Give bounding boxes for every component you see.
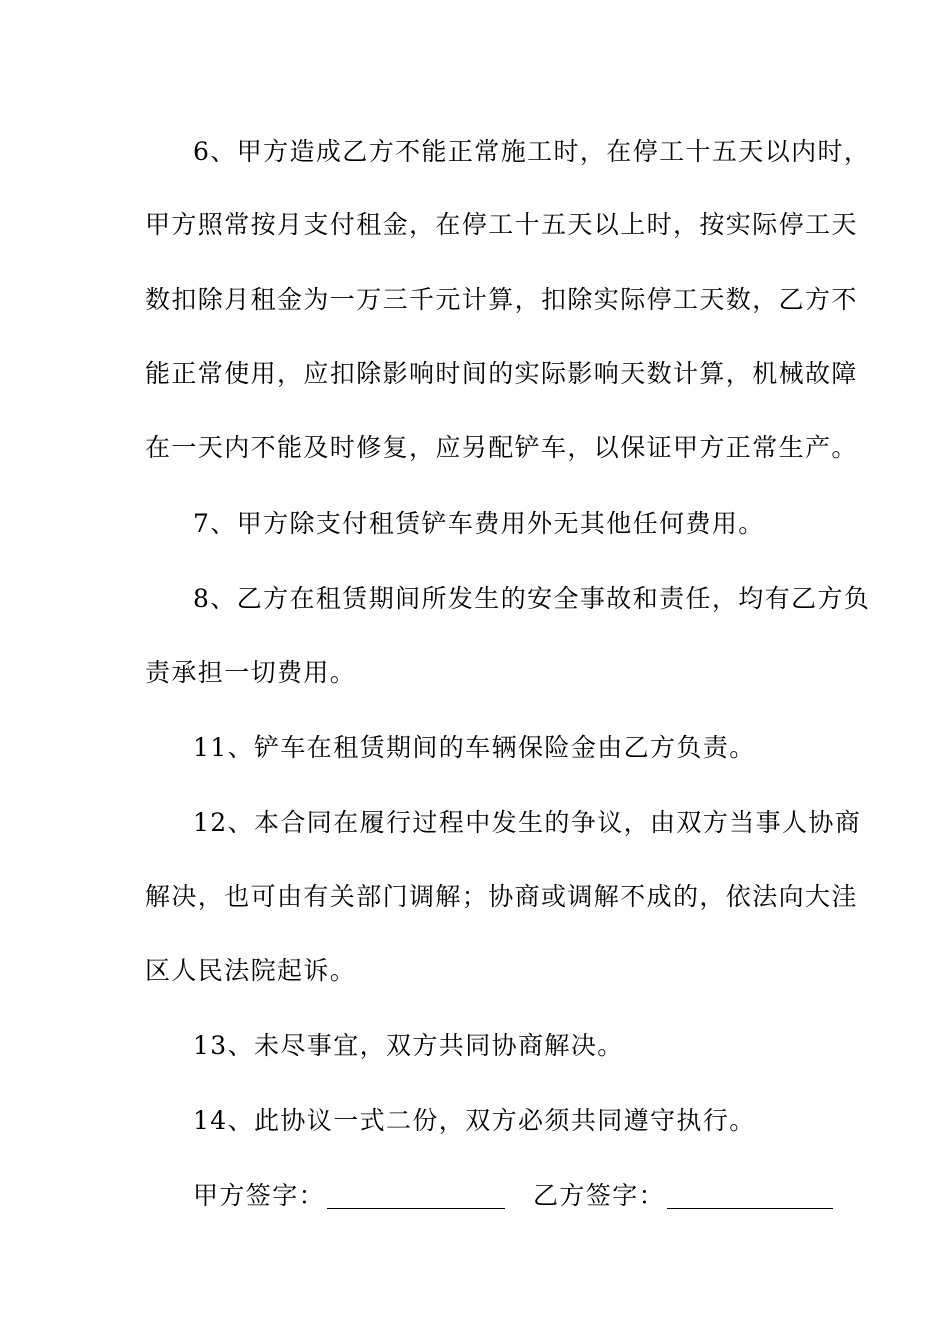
clause-8-line-2: 责承担一切费用。 bbox=[145, 658, 357, 687]
clause-12-line-2: 解决，也可由有关部门调解；协商或调解不成的，依法向大洼 bbox=[145, 882, 858, 911]
party-a-signature-label: 甲方签字： bbox=[193, 1181, 326, 1210]
clause-12-line-3: 区人民法院起诉。 bbox=[145, 956, 357, 985]
clause-7-line-1: 7、甲方除支付租赁铲车费用外无其他任何费用。 bbox=[193, 509, 765, 538]
clause-12-line-1: 12、本合同在履行过程中发生的争议，由双方当事人协商 bbox=[193, 808, 862, 837]
clause-13-line-1: 13、未尽事宜，双方共同协商解决。 bbox=[193, 1031, 624, 1060]
clause-6-line-5: 在一天内不能及时修复，应另配铲车，以保证甲方正常生产。 bbox=[145, 433, 858, 462]
party-b-signature-label: 乙方签字： bbox=[533, 1181, 666, 1210]
clause-6-line-2: 甲方照常按月支付租金，在停工十五天以上时，按实际停工天 bbox=[145, 210, 858, 239]
clause-14-line-1: 14、此协议一式二份，双方必须共同遵守执行。 bbox=[193, 1106, 756, 1135]
clause-6-line-3: 数扣除月租金为一万三千元计算，扣除实际停工天数，乙方不 bbox=[145, 285, 858, 314]
party-b-signature-line[interactable] bbox=[667, 1184, 833, 1209]
signature-row bbox=[193, 1181, 833, 1211]
clause-6-line-4: 能正常使用，应扣除影响时间的实际影响天数计算，机械故障 bbox=[145, 359, 858, 388]
clause-11-line-1: 11、铲车在租赁期间的车辆保险金由乙方负责。 bbox=[193, 733, 756, 762]
party-a-signature-line[interactable] bbox=[327, 1184, 505, 1209]
clause-8-line-1: 8、乙方在租赁期间所发生的安全事故和责任，均有乙方负 bbox=[193, 584, 871, 613]
clause-6-line-1: 6、甲方造成乙方不能正常施工时，在停工十五天以内时， bbox=[193, 137, 871, 166]
